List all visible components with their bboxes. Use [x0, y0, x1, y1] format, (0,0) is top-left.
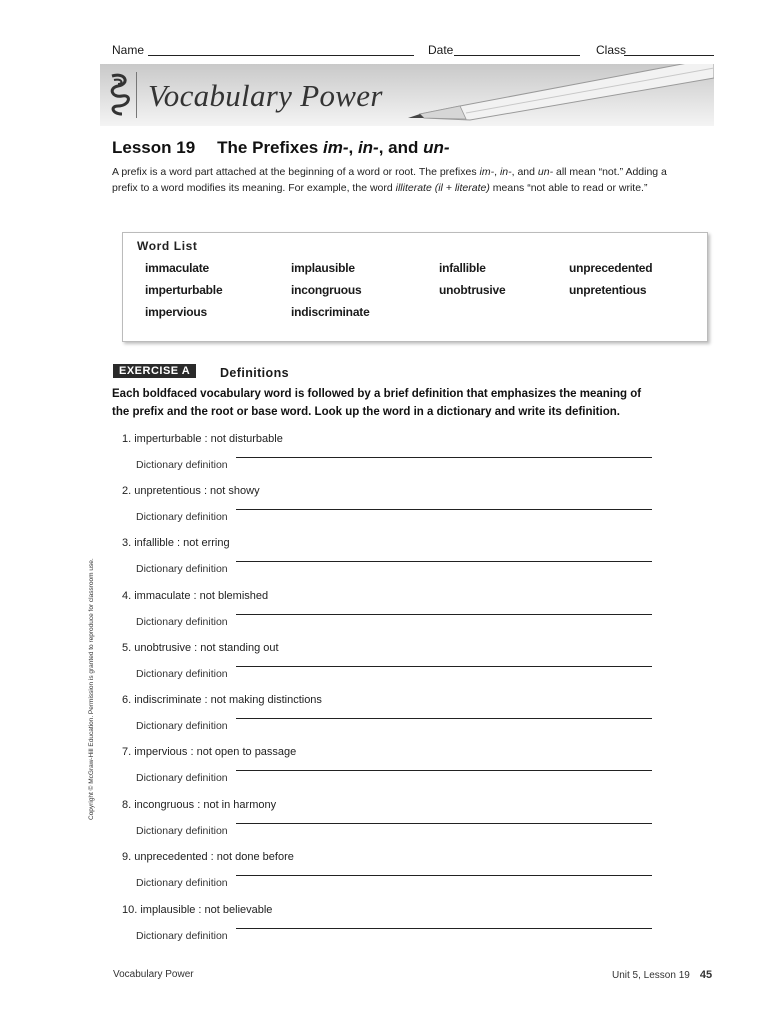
word-list-item: implausible [291, 261, 355, 275]
lesson-title-prefix: The Prefixes [217, 138, 323, 157]
class-line[interactable] [624, 55, 714, 56]
intro-text-3: , and [511, 166, 538, 178]
intro-italic-4: illiterate (il + literate) [395, 182, 490, 194]
definition-answer-line[interactable] [236, 561, 652, 562]
exercise-item: 4. immaculate : not blemished [122, 590, 269, 602]
sep-1: , [348, 138, 358, 157]
prefix-un: un- [423, 138, 450, 157]
footer-unit-info [612, 969, 712, 981]
definition-answer-line[interactable] [236, 770, 652, 771]
word-list-item: unprecedented [569, 261, 653, 275]
footer-unit-lesson: Unit 5, Lesson 19 [612, 970, 690, 981]
footer-book-title: Vocabulary Power [113, 969, 194, 980]
word-list-item: incongruous [291, 283, 362, 297]
dictionary-definition-label: Dictionary definition [136, 825, 228, 837]
exercise-item: 1. imperturbable : not disturbable [122, 433, 283, 445]
word-list-item: indiscriminate [291, 305, 370, 319]
name-line[interactable] [148, 55, 414, 56]
quill-scroll-icon [106, 70, 134, 120]
exercise-item: 7. impervious : not open to passage [122, 746, 297, 758]
intro-paragraph [112, 164, 672, 196]
pencil-icon [400, 64, 714, 126]
dictionary-definition-label: Dictionary definition [136, 668, 228, 680]
copyright-notice: Copyright © McGraw-Hill Education. Permission is granted to reproduce for classroom use. [88, 558, 95, 820]
date-label: Date [428, 43, 454, 57]
exercise-item: 2. unpretentious : not showy [122, 485, 260, 497]
word-list-title: Word List [137, 239, 198, 253]
banner-title: Vocabulary Power [148, 78, 383, 113]
vocabulary-power-banner [100, 64, 714, 126]
exercise-instructions: Each boldfaced vocabulary word is followed by a brief definition that emphasizes the meaning of the prefix and the root or base word. Look up the word in a dictionary and write its definition. [112, 388, 642, 418]
definition-answer-line[interactable] [236, 823, 652, 824]
definition-answer-line[interactable] [236, 928, 652, 929]
definition-answer-line[interactable] [236, 718, 652, 719]
dictionary-definition-label: Dictionary definition [136, 616, 228, 628]
exercise-item: 5. unobtrusive : not standing out [122, 642, 279, 654]
definition-answer-line[interactable] [236, 457, 652, 458]
exercise-title: Definitions [220, 366, 289, 380]
exercise-item: 9. unprecedented : not done before [122, 851, 294, 863]
banner-separator [136, 72, 137, 118]
name-label: Name [112, 43, 145, 57]
definition-answer-line[interactable] [236, 509, 652, 510]
intro-text-5: means “not able to read or write.” [489, 182, 648, 194]
dictionary-definition-label: Dictionary definition [136, 511, 228, 523]
exercise-item: 6. indiscriminate : not making distinctions [122, 694, 322, 706]
exercise-badge: EXERCISE A [113, 364, 196, 378]
word-list-item: unobtrusive [439, 283, 506, 297]
definition-answer-line[interactable] [236, 614, 652, 615]
dictionary-definition-label: Dictionary definition [136, 459, 228, 471]
lesson-number: Lesson 19 [112, 138, 196, 157]
exercise-item: 10. implausible : not believable [122, 904, 273, 916]
word-list-item: imperturbable [145, 283, 223, 297]
word-list-item: infallible [439, 261, 486, 275]
prefix-im: im- [322, 138, 349, 157]
word-list-item: unpretentious [569, 283, 647, 297]
intro-text-1: A prefix is a word part attached at the beginning of a word or root. The prefixes [112, 166, 480, 178]
exercise-item: 8. incongruous : not in harmony [122, 799, 277, 811]
page-number: 45 [699, 969, 713, 981]
dictionary-definition-label: Dictionary definition [136, 930, 228, 942]
intro-italic-1: im- [479, 166, 495, 178]
intro-text-4: all mean “not.” Adding a prefix to a word modifies its meaning. For example, the word [112, 166, 667, 194]
word-list-item: immaculate [145, 261, 210, 275]
lesson-title [112, 138, 450, 158]
sep-2: , and [378, 138, 424, 157]
intro-italic-3: un- [537, 166, 554, 178]
intro-text-2: , [494, 166, 500, 178]
definition-answer-line[interactable] [236, 875, 652, 876]
dictionary-definition-label: Dictionary definition [136, 877, 228, 889]
word-list-item: impervious [145, 305, 208, 319]
class-label: Class [596, 43, 627, 57]
date-line[interactable] [454, 55, 580, 56]
dictionary-definition-label: Dictionary definition [136, 772, 228, 784]
student-info-row [112, 42, 714, 60]
prefix-in: in- [357, 138, 379, 157]
dictionary-definition-label: Dictionary definition [136, 563, 228, 575]
intro-italic-2: in- [499, 166, 512, 178]
exercise-item: 3. infallible : not erring [122, 537, 230, 549]
definition-answer-line[interactable] [236, 666, 652, 667]
word-list-box [122, 232, 708, 342]
dictionary-definition-label: Dictionary definition [136, 720, 228, 732]
